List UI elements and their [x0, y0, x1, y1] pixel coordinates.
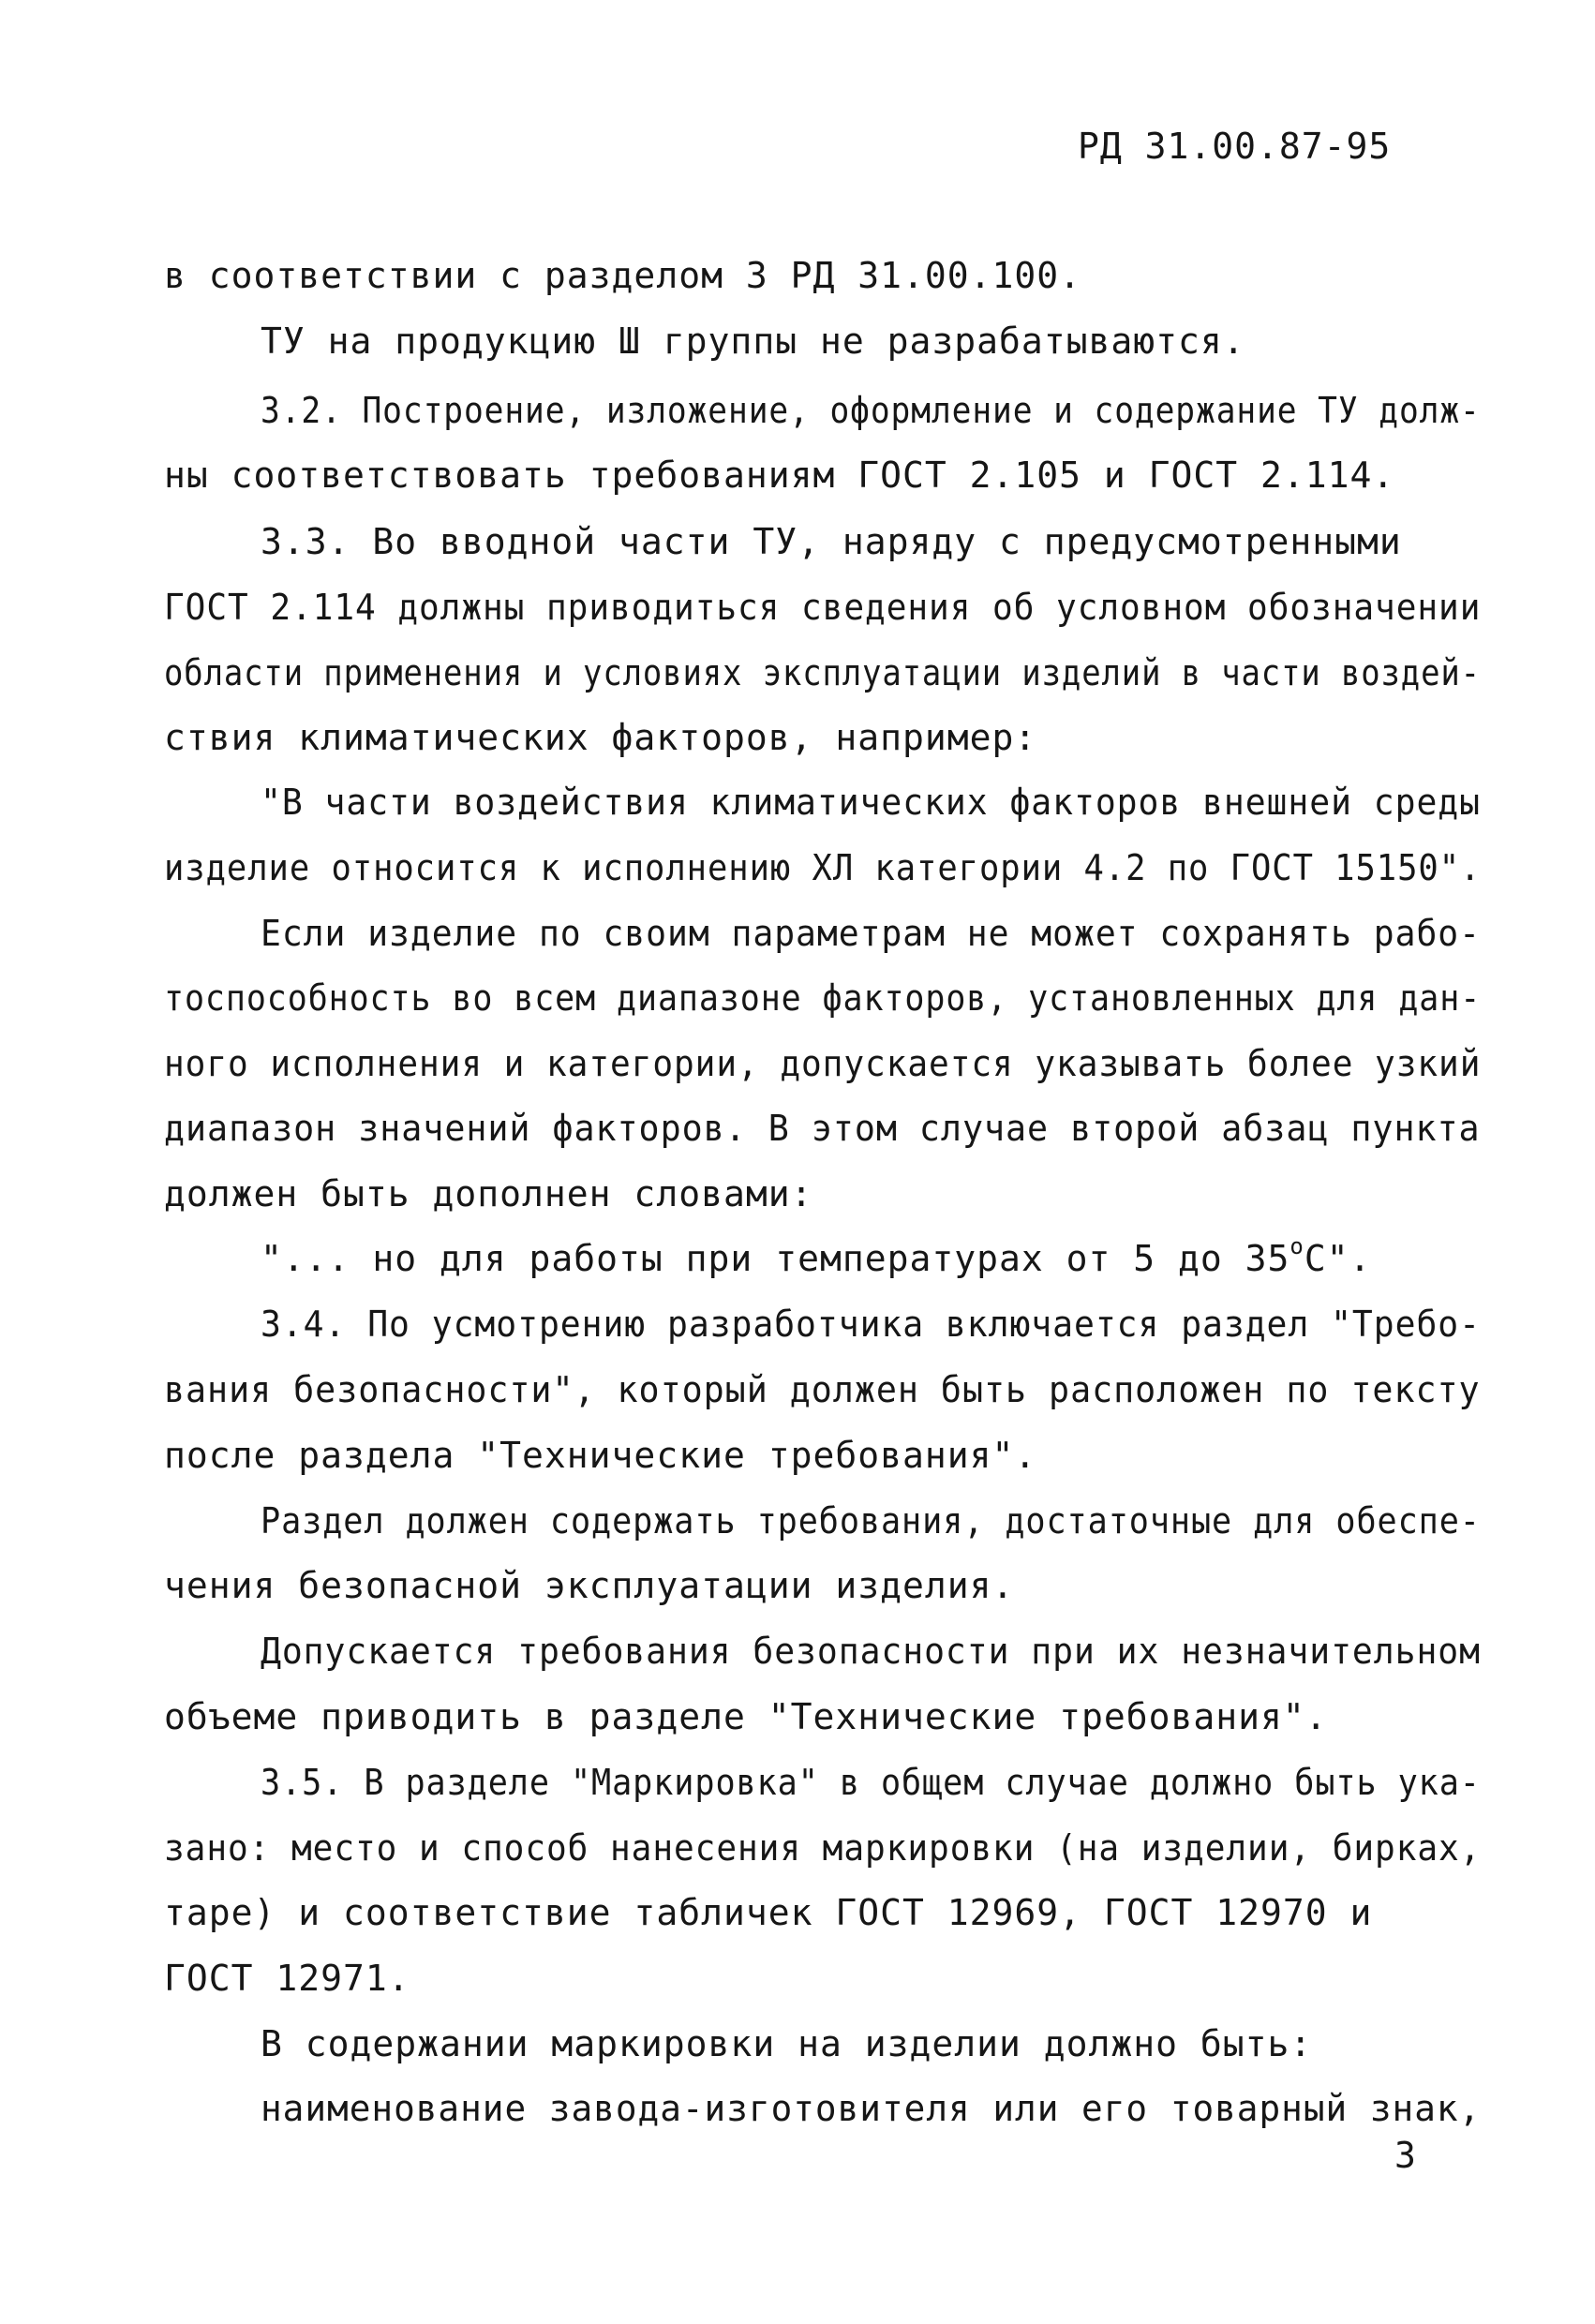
text-line: ГОСТ 2.114 должны приводиться сведения об условном обозначении: [164, 587, 1482, 628]
text-line: таре) и соответствие табличек ГОСТ 12969, ГОСТ 12970 и: [164, 1892, 1373, 1933]
text-line: "В части воздействия климатических факторов внешней среды: [261, 782, 1481, 823]
text-line: должен быть дополнен словами:: [164, 1173, 813, 1214]
text-line: тоспособность во всем диапазоне факторов, установленных для дан-: [164, 977, 1482, 1019]
text-line-temperature: [261, 1233, 1372, 1279]
text-line: чения безопасной эксплуатации изделия.: [164, 1565, 1015, 1606]
text-line: ТУ на продукцию Ш группы не разрабатываются.: [261, 320, 1245, 362]
text-line: диапазон значений факторов. В этом случае второй абзац пункта: [164, 1108, 1481, 1149]
page-number: 3: [1394, 2135, 1417, 2176]
text-line: области применения и условиях эксплуатации изделий в части воздей-: [164, 652, 1481, 693]
text-line: Допускается требования безопасности при их незначительном: [261, 1631, 1481, 1672]
text-line: в соответствии с разделом 3 РД 31.00.100.: [164, 255, 1081, 296]
text-line: ствия климатических факторов, например:: [164, 717, 1037, 758]
text-line: изделие относится к исполнению ХЛ категории 4.2 по ГОСТ 15150".: [164, 847, 1482, 888]
document-number: РД 31.00.87-95: [1078, 126, 1392, 167]
text-line: ГОСТ 12971.: [164, 1958, 410, 1999]
text-line: вания безопасности", который должен быть расположен по тексту: [164, 1369, 1481, 1410]
degree-superscript: о: [1289, 1233, 1304, 1259]
text-line: после раздела "Технические требования".: [164, 1435, 1037, 1476]
text-line: 3.4. По усмотрению разработчика включается раздел "Требо-: [261, 1304, 1481, 1345]
temperature-text: "... но для работы при температурах от 5 до 35: [261, 1238, 1290, 1279]
text-line: Если изделие по своим параметрам не может сохранять рабо-: [261, 913, 1481, 954]
text-line: объеме приводить в разделе "Технические требования".: [164, 1696, 1328, 1737]
temperature-unit-text: С".: [1304, 1238, 1372, 1279]
text-line: ны соответствовать требованиям ГОСТ 2.105 и ГОСТ 2.114.: [164, 454, 1395, 496]
text-line: 3.3. Во вводной части ТУ, наряду с предусмотренными: [261, 521, 1402, 562]
text-line: наименование завода-изготовителя или его товарный знак,: [261, 2088, 1482, 2129]
text-line: 3.5. В разделе "Маркировка" в общем случае должно быть ука-: [261, 1762, 1481, 1803]
text-line: В содержании маркировки на изделии должно быть:: [261, 2023, 1313, 2064]
text-line: ного исполнения и категории, допускается указывать более узкий: [164, 1043, 1482, 1084]
text-line: Раздел должен содержать требования, достаточные для обеспе-: [261, 1500, 1481, 1542]
text-line: зано: место и способ нанесения маркировки (на изделии, бирках,: [164, 1827, 1482, 1869]
text-line: 3.2. Построение, изложение, оформление и содержание ТУ долж-: [261, 390, 1481, 431]
